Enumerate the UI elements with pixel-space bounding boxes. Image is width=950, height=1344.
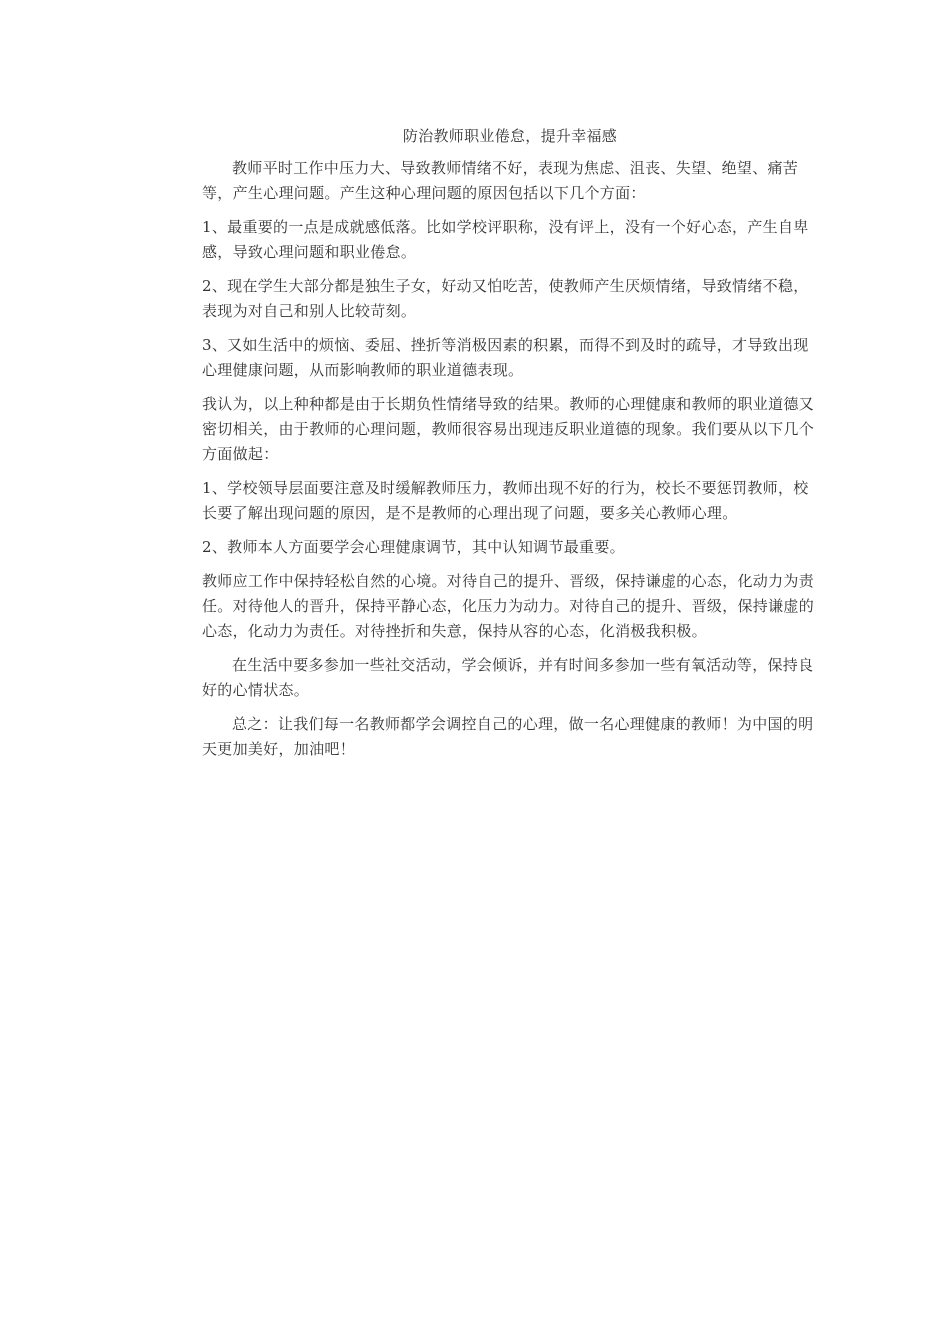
paragraph-measure-1: 1、学校领导层面要注意及时缓解教师压力，教师出现不好的行为，校长不要惩罚教师，校长要了解出现问题的原因，是不是教师的心理出现了问题，要多关心教师心理。 [202,479,809,522]
document-title: 防治教师职业倦怠，提升幸福感 [402,127,618,145]
paragraph-measure-2: 2、教师本人方面要学会心理健康调节，其中认知调节最重要。 [202,538,625,556]
paragraph-social: 在生活中要多参加一些社交活动，学会倾诉，并有时间多参加一些有氧活动等，保持良好的心情状态。 [202,656,814,699]
paragraph-conclusion: 总之：让我们每一名教师都学会调控自己的心理，做一名心理健康的教师！为中国的明天更加美好，加油吧！ [202,715,814,758]
paragraph-intro: 教师平时工作中压力大、导致教师情绪不好，表现为焦虑、沮丧、失望、绝望、痛苦等，产生心理问题。产生这种心理问题的原因包括以下几个方面： [202,159,799,202]
paragraph-cause-2: 2、现在学生大部分都是独生子女，好动又怕吃苦，使教师产生厌烦情绪，导致情绪不稳，表现为对自己和别人比较苛刻。 [202,277,809,320]
paragraph-cause-3: 3、又如生活中的烦恼、委屈、挫折等消极因素的积累，而得不到及时的疏导，才导致出现心理健康问题，从而影响教师的职业道德表现。 [202,336,809,379]
paragraph-opinion: 我认为，以上种种都是由于长期负性情绪导致的结果。教师的心理健康和教师的职业道德又密切相关，由于教师的心理问题，教师很容易出现违反职业道德的现象。我们要从以下几个方面做起： [202,395,815,463]
paragraph-cause-1: 1、最重要的一点是成就感低落。比如学校评职称，没有评上，没有一个好心态，产生自卑感，导致心理问题和职业倦怠。 [202,218,809,261]
paragraph-mindset: 教师应工作中保持轻松自然的心境。对待自己的提升、晋级，保持谦虚的心态，化动力为责任。对待他人的晋升，保持平静心态，化压力为动力。对待自己的提升、晋级，保持谦虚的心态，化动力为责任。对待挫折和失意，保持从容的心态，化消极我积极。 [202,572,815,640]
document-body [202,124,818,771]
